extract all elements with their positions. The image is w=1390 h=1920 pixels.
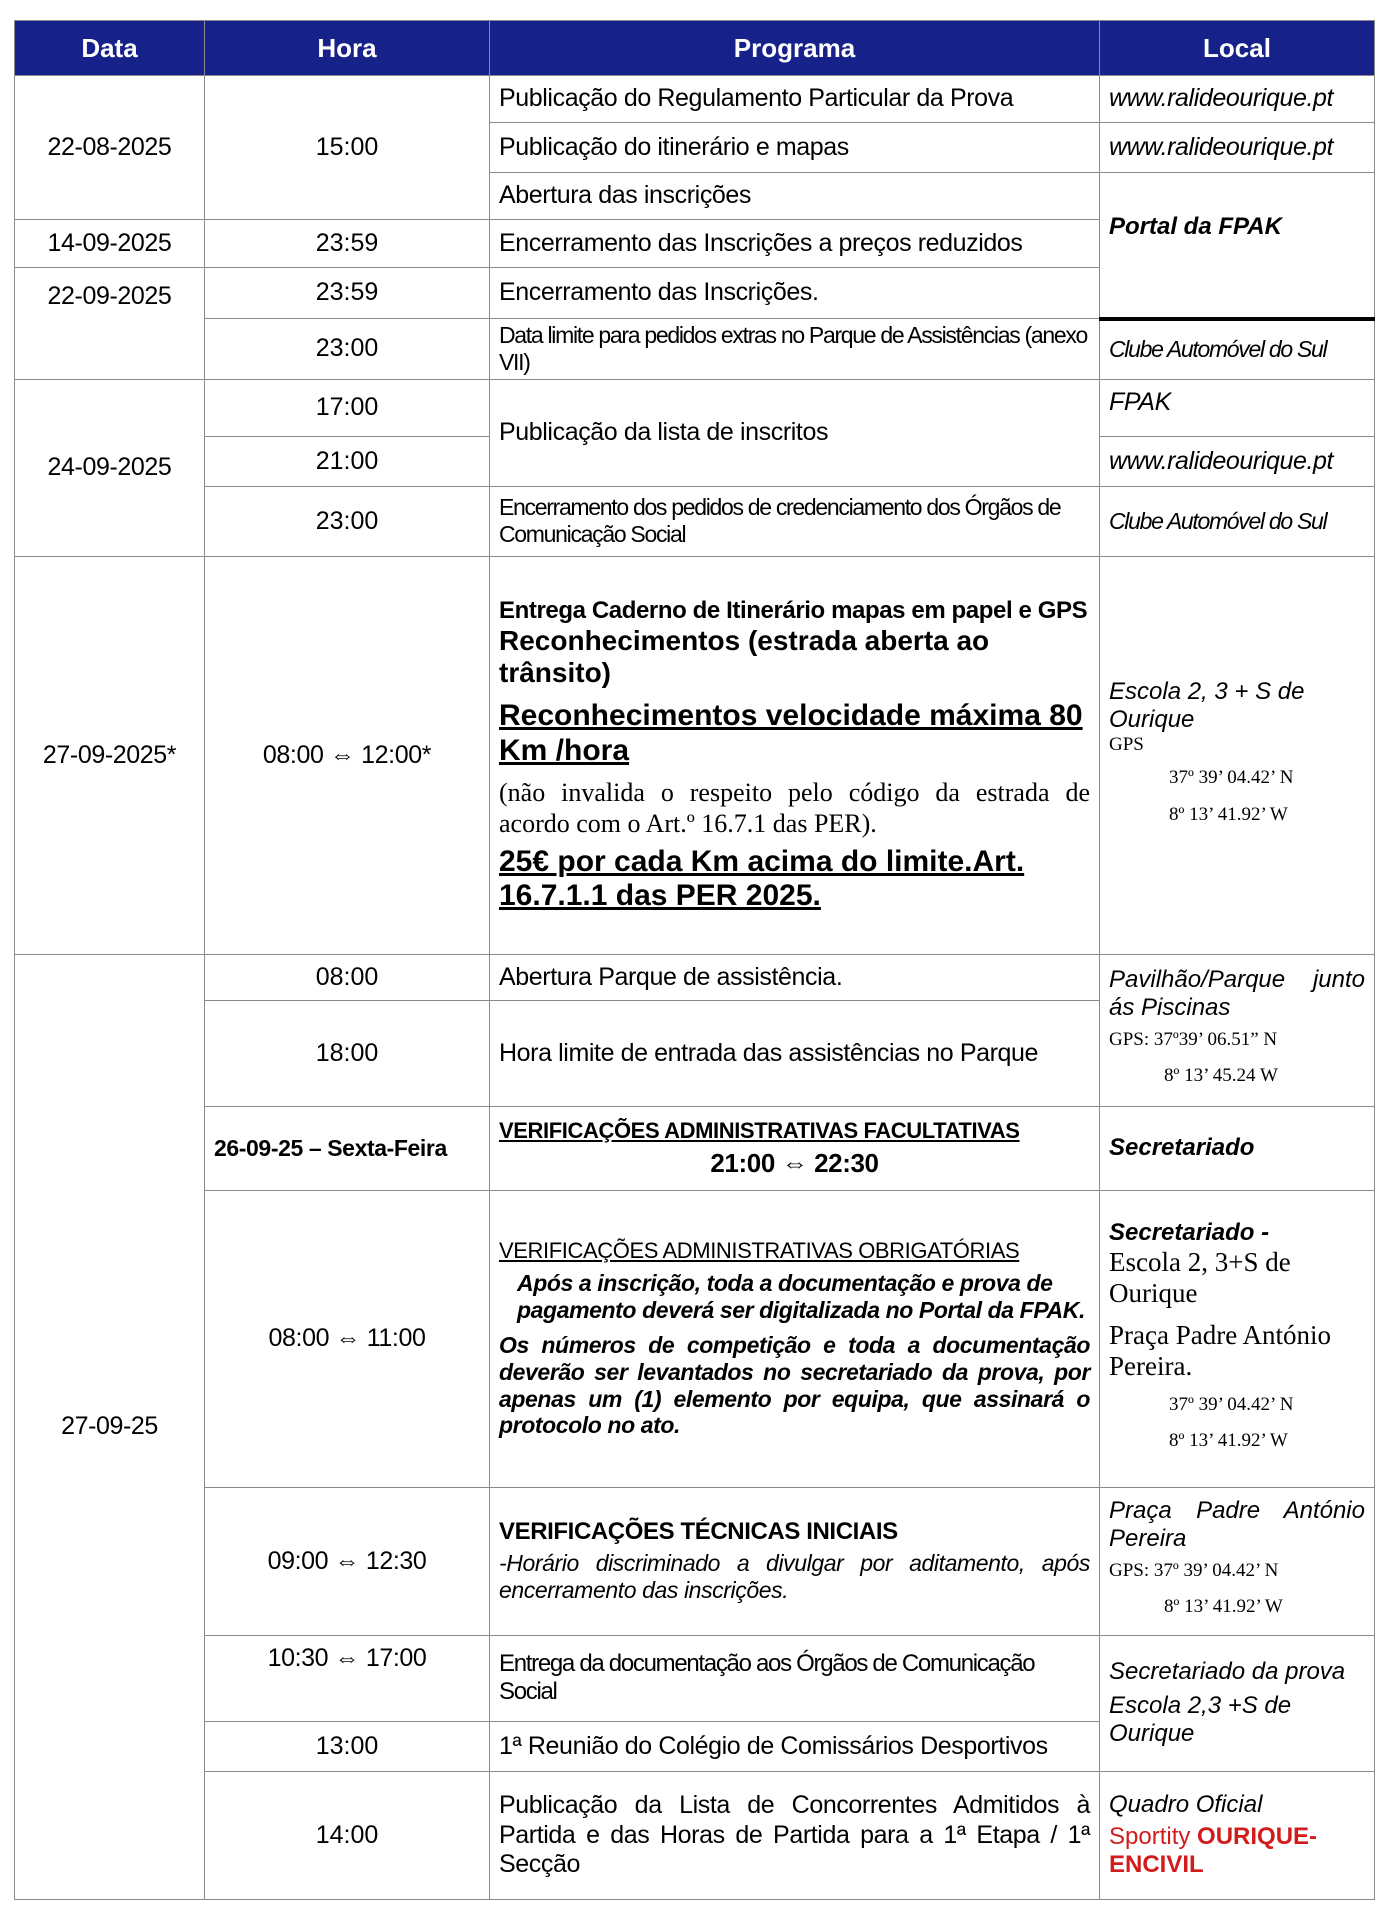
local-line: Secretariado - [1109, 1218, 1270, 1246]
gps-lat: 37º 39’ 04.42’ N [1169, 767, 1294, 789]
local-cell: Portal da FPAK [1100, 173, 1375, 319]
time-cell: 10:30 ⇔ 17:00 [205, 1635, 490, 1721]
date-cell: 22-09-2025 [15, 268, 205, 380]
program-cell: Data limite para pedidos extras no Parque de Assistências (anexo VII) [490, 319, 1100, 380]
header-local: Local [1100, 21, 1375, 76]
program-line: 21:00 ⇔ 22:30 [710, 1147, 879, 1178]
program-cell: 1ª Reunião do Colégio de Comissários Desportivos [490, 1721, 1100, 1771]
time-cell: 13:00 [205, 1721, 490, 1771]
penalty-line: 25€ por cada Km acima do limite.Art. 16.7.1.1 das PER 2025. [499, 844, 1025, 913]
gps-lat: GPS: 37º 39’ 04.42’ N [1109, 1560, 1279, 1582]
gps-lon: 8º 13’ 41.92’ W [1169, 1430, 1288, 1451]
program-cell: Publicação do Regulamento Particular da Prova [490, 76, 1100, 123]
time-cell: 08:00 [205, 954, 490, 1000]
program-line: VERIFICAÇÕES ADMINISTRATIVAS FACULTATIVAS [499, 1118, 1020, 1144]
table-row [15, 76, 1375, 123]
date-cell: 27-09-2025* [15, 556, 205, 954]
gps-lat: 37º 39’ 04.42’ N [1169, 1393, 1294, 1415]
local-line: Escola 2,3 +S de Ourique [1109, 1692, 1292, 1748]
time-cell: 08:00 ⇔ 12:00* [205, 556, 490, 954]
date-cell: 27-09-25 [15, 954, 205, 1899]
table-row [15, 1190, 1375, 1487]
local-line: Praça Padre António Pereira. [1109, 1319, 1331, 1382]
program-cell [490, 1190, 1100, 1487]
table-row [15, 486, 1375, 556]
table-row [15, 1771, 1375, 1899]
local-line: Praça Padre António Pereira [1109, 1497, 1365, 1553]
date-cell: 14-09-2025 [15, 220, 205, 268]
time-cell: 09:00 ⇔ 12:30 [205, 1487, 490, 1635]
program-cell [490, 1487, 1100, 1635]
ourique-encivil-label: OURIQUE-ENCIVIL [1109, 1823, 1318, 1879]
header-data: Data [15, 21, 205, 76]
program-line: Após a inscrição, toda a documentação e prova de pagamento deverá ser digitalizada no Portal da FPAK. [517, 1269, 1085, 1323]
gps-lat: GPS: 37º39’ 06.51” N [1109, 1029, 1278, 1051]
program-line: (não invalida o respeito pelo código da estrada de acordo com o Art.º 16.7.1 das PER). [499, 778, 1090, 838]
local-cell [1100, 1635, 1375, 1771]
local-cell [1100, 1487, 1375, 1635]
local-line: Escola 2, 3+S de Ourique [1109, 1246, 1291, 1309]
program-cell: Publicação do itinerário e mapas [490, 123, 1100, 173]
program-cell: Publicação da lista de inscritos [490, 379, 1100, 486]
program-cell: Encerramento dos pedidos de credenciamento dos Órgãos de Comunicação Social [490, 486, 1100, 556]
local-link[interactable]: www.ralideourique.pt [1100, 123, 1375, 173]
header-hora: Hora [205, 21, 490, 76]
time-cell: 08:00 ⇔ 11:00 [205, 1190, 490, 1487]
program-cell [490, 1106, 1100, 1190]
program-line: VERIFICAÇÕES ADMINISTRATIVAS OBRIGATÓRIAS [499, 1238, 1020, 1264]
program-cell: Publicação da Lista de Concorrentes Admitidos à Partida e das Horas de Partida para a 1ª Etapa / 1ª Secção [490, 1771, 1100, 1899]
local-line: Quadro Oficial [1109, 1791, 1263, 1819]
program-line: Os números de competição e toda a documentação deverão ser levantados no secretariado da prova, por apenas um (1) elemento por equipa, que assinará o protocolo no ato. [499, 1331, 1090, 1439]
local-cell: Secretariado [1100, 1106, 1375, 1190]
time-cell: 21:00 [205, 436, 490, 486]
local-cell: Clube Automóvel do Sul [1100, 486, 1375, 556]
program-line: VERIFICAÇÕES TÉCNICAS INICIAIS [499, 1518, 898, 1546]
table-row [15, 379, 1375, 436]
table-row [15, 1635, 1375, 1721]
time-cell: 23:59 [205, 220, 490, 268]
header-programa: Programa [490, 21, 1100, 76]
program-cell: Abertura Parque de assistência. [490, 954, 1100, 1000]
table-row [15, 556, 1375, 954]
table-row [15, 954, 1375, 1000]
local-line: GPS [1109, 734, 1144, 756]
time-cell: 15:00 [205, 76, 490, 220]
gps-lon: 8º 13’ 41.92’ W [1164, 1596, 1283, 1618]
program-cell: Encerramento das Inscrições a preços reduzidos [490, 220, 1100, 268]
date-cell: 22-08-2025 [15, 76, 205, 220]
time-cell: 18:00 [205, 1000, 490, 1106]
local-line: Secretariado da prova [1109, 1658, 1346, 1686]
local-cell: Clube Automóvel do Sul [1100, 319, 1375, 380]
local-line: Pavilhão/Parque junto ás Piscinas [1109, 966, 1365, 1022]
local-cell [1100, 1190, 1375, 1487]
local-link[interactable]: www.ralideourique.pt [1100, 76, 1375, 123]
local-link[interactable]: www.ralideourique.pt [1100, 436, 1375, 486]
local-line [1109, 1823, 1365, 1879]
sportity-label: Sportity [1109, 1823, 1191, 1851]
gps-lon: 8º 13’ 45.24 W [1164, 1065, 1278, 1087]
local-cell [1100, 954, 1375, 1106]
program-cell: Entrega da documentação aos Órgãos de Comunicação Social [490, 1635, 1100, 1721]
time-cell: 23:59 [205, 268, 490, 319]
table-row [15, 319, 1375, 380]
schedule-table [14, 20, 1375, 1900]
local-line: Escola 2, 3 + S de Ourique [1109, 678, 1305, 734]
program-line: Reconhecimentos (estrada aberta ao trânsito) [499, 624, 990, 688]
program-cell: Abertura das inscrições [490, 173, 1100, 220]
table-row [15, 1106, 1375, 1190]
time-cell: 17:00 [205, 379, 490, 436]
program-line: Entrega Caderno de Itinerário mapas em papel e GPS [499, 596, 1088, 624]
header-row [15, 21, 1375, 76]
speed-limit-line: Reconhecimentos velocidade máxima 80 Km /hora [499, 699, 1083, 767]
table-row [15, 1487, 1375, 1635]
time-cell: 23:00 [205, 319, 490, 380]
date-cell: 24-09-2025 [15, 379, 205, 556]
local-cell [1100, 1771, 1375, 1899]
time-cell: 26-09-25 – Sexta-Feira [205, 1106, 490, 1190]
program-cell: Hora limite de entrada das assistências no Parque [490, 1000, 1100, 1106]
program-cell [490, 556, 1100, 954]
time-cell: 14:00 [205, 1771, 490, 1899]
program-line: -Horário discriminado a divulgar por aditamento, após encerramento das inscrições. [499, 1550, 1090, 1604]
program-cell: Encerramento das Inscrições. [490, 268, 1100, 319]
local-cell: FPAK [1100, 379, 1375, 436]
gps-lon: 8º 13’ 41.92’ W [1169, 803, 1288, 825]
local-cell [1100, 556, 1375, 954]
time-cell: 23:00 [205, 486, 490, 556]
